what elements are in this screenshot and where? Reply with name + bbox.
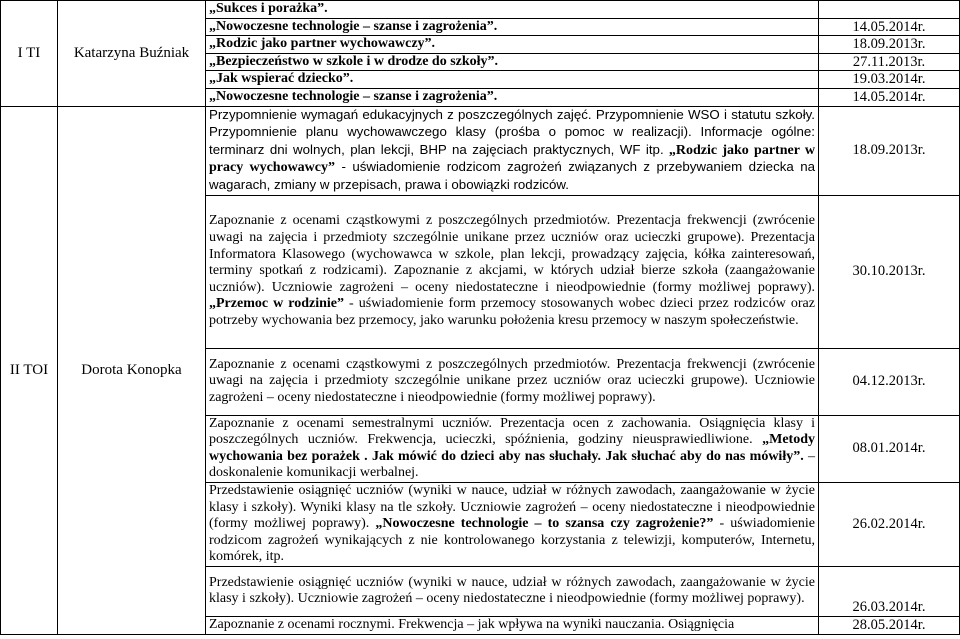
topic-cell: „Nowoczesne technologie – szanse i zagrożenia”. — [206, 18, 819, 36]
topic-text: Zapoznanie z ocenami rocznymi. Frekwencja – jak wpływa na wyniki nauczania. Osiągnięcia — [209, 616, 735, 632]
topic-bold-title: „Rodzic jako partner w pracy wychowawcy” — [209, 142, 816, 176]
date-cell: 18.09.2013r. — [819, 36, 960, 54]
topic-text: Przedstawienie osiągnięć uczniów (wyniki w nauce, udział w różnych zawodach, zaangażowanie w życie klasy i szkoły). Wyniki klasy na tle szkoły. Uczniowie zagrożeń – oceny niedostateczne i nieodpowiednie (formy możliwej poprawy). — [209, 482, 815, 532]
topic-cell — [206, 195, 819, 348]
date-cell: 26.03.2014r. — [819, 566, 960, 616]
topic-cell — [206, 482, 819, 566]
date-cell: 26.02.2014r. — [819, 482, 960, 566]
date-cell — [819, 1, 960, 19]
date-cell: 14.05.2014r. — [819, 88, 960, 106]
topic-text: Zapoznanie z ocenami cząstkowymi z poszczególnych przedmiotów. Prezentacja frekwencji (zwrócenie uwagi na zajęcia i przedmioty szczególnie unikane przez uczniów oraz ucieczki grupowe). Prezentacja Informatora Klasowego (wychowawca w szkole, plan lekcji, prowadzący zajęcia, kółka zainteresowań, terminy spotkań z rodzicami). Zapoznanie z akcjami, w których udział bierze szkoła (zaangażowanie uczniów). Uczniowie zagrożeni – oceny niedostateczne i nieodpowiednie (formy możliwej poprawy). — [209, 213, 815, 295]
topic-cell — [206, 415, 819, 482]
topic-cell — [206, 348, 819, 415]
date-cell: 30.10.2013r. — [819, 195, 960, 348]
topic-description: - uświadomienie rodzicom zagrożeń związanych z przebywaniem dziecka na wagarach, zmiany w przepisach, prawa i obowiązki rodziców. — [209, 159, 815, 192]
topic-text: Przedstawienie osiągnięć uczniów (wyniki w nauce, udział w różnych zawodach, zaangażowanie w życie klasy i szkoły). Uczniowie zagrożeń – oceny niedostateczne i nieodpowiednie (formy możliwej poprawy). — [209, 574, 815, 607]
topic-text: Zapoznanie z ocenami semestralnymi uczniów. Prezentacja ocen z zachowania. Osiągnięcia klasy i poszczególnych uczniów. Frekwencja, ucieczki, spóźnienia, godziny nieusprawiedliwione. — [209, 415, 815, 448]
date-cell: 27.11.2013r. — [819, 53, 960, 71]
topic-cell: „Jak wspierać dziecko”. — [206, 71, 819, 89]
teacher-cell: Dorota Konopka — [58, 106, 206, 634]
topic-cell: „Sukces i porażka”. — [206, 1, 819, 19]
topic-description: - uświadomienie form przemocy stosowanych wobec dzieci przez rodziców oraz potrzeby wychowania bez przemocy, jako warunku położenia kresu przemocy w naszym społeczeństwie. — [209, 296, 815, 329]
date-cell: 04.12.2013r. — [819, 348, 960, 415]
topic-text: Zapoznanie z ocenami cząstkowymi z poszczególnych przedmiotów. Prezentacja frekwencji (zwrócenie uwagi na zajęcia i przedmioty szczególnie unikane przez uczniów oraz ucieczki grupowe). Uczniowie zagrożeni – oceny niedostateczne i nieodpowiednie (formy możliwej poprawy). — [209, 356, 815, 405]
topic-text: Przypomnienie wymagań edukacyjnych z poszczególnych zajęć. Przypomnienie WSO i statutu szkoły. Przypomnienie planu wychowawczego klasy (prośba o pomoc w realizacji). Informacje ogólne: terminarz dni wolnych, plan lekcji, BHP na zajęciach praktycznych, WF itp. — [209, 106, 815, 157]
topic-cell: „Bezpieczeństwo w szkole i w drodze do szkoły”. — [206, 53, 819, 71]
date-cell: 18.09.2013r. — [819, 106, 960, 195]
date-cell: 08.01.2014r. — [819, 415, 960, 482]
topic-description: - uświadomienie rodzicom zagrożeń wynikających z nie kontrolowanego korzystania z telewizji, komputerów, Internetu, komórek, itp. — [209, 516, 816, 565]
topic-description: – doskonalenie komunikacji werbalnej. — [209, 448, 815, 481]
date-cell: 14.05.2014r. — [819, 18, 960, 36]
topic-bold-title: „Przemoc w rodzinie” — [209, 296, 344, 312]
date-cell: 28.05.2014r. — [819, 616, 960, 634]
topic-cell — [206, 566, 819, 616]
class-cell: II TOI — [1, 106, 58, 634]
topic-bold-title: „Metody wychowania bez porażek . Jak mówić do dzieci aby nas słuchały. Jak słuchać aby do nas mówiły”. — [209, 432, 815, 464]
topic-cell: „Rodzic jako partner wychowawczy”. — [206, 36, 819, 54]
topic-bold-title: „Nowoczesne technologie – to szansa czy zagrożenie?” — [375, 516, 714, 532]
date-cell: 19.03.2014r. — [819, 71, 960, 89]
topic-cell — [206, 616, 819, 634]
topic-cell: „Nowoczesne technologie – szanse i zagrożenia”. — [206, 88, 819, 106]
teacher-cell: Katarzyna Buźniak — [58, 1, 206, 107]
topic-cell — [206, 106, 819, 195]
class-cell: I TI — [1, 1, 58, 107]
